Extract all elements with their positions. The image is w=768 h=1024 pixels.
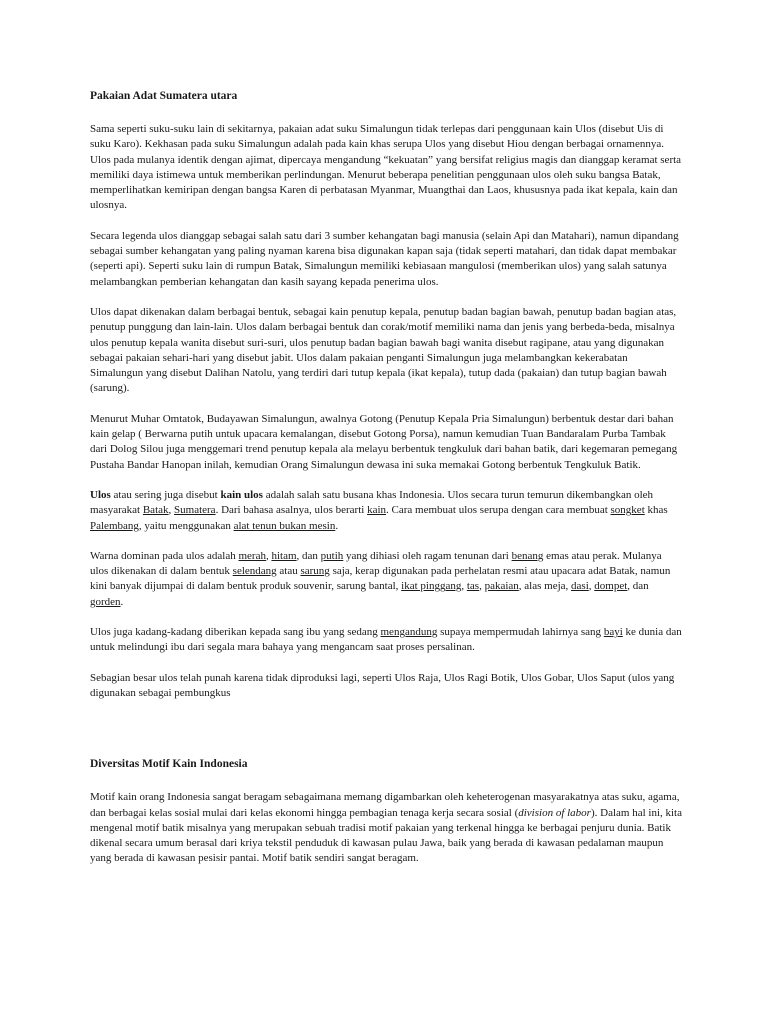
section-title-diversitas-motif: Diversitas Motif Kain Indonesia [90,758,248,771]
paragraph-7: Ulos juga kadang-kadang diberikan kepada sang ibu yang sedang mengandung supaya mempermudah lahirnya sang bayi ke dunia dan untuk melindungi ibu dari segala mara bahaya yang mengancam saat proses persalinan. [90,626,682,654]
link-sarung[interactable]: sarung [300,565,330,578]
link-palembang[interactable]: Palembang [90,519,139,532]
paragraph-4: Menurut Muhar Omtatok, Budayawan Simalungun, awalnya Gotong (Penutup Kepala Pria Simalungun) berbentuk destar dari bahan kain gelap ( Berwarna putih untuk upacara kemalangan, disebut Gotong Porsa), namun kemudian Tuan Bandaralam Purba Tambak dari Dolog Silou juga menggemari trend penutup kepala ala melayu berbentuk tengkuluk dari bahan batik, dari kegemaran pemegang Pustaha Bandar Hanopan inilah, kemudian Orang Simalungun dewasa ini suka memakai Gotong berbentuk Tengkuluk Batik. [90,412,678,471]
term-division-of-labor: division of labor [518,806,591,819]
document-page [90,88,682,882]
paragraph-8: Sebagian besar ulos telah punah karena tidak diproduksi lagi, seperti Ulos Raja, Ulos Ragi Botik, Ulos Gobar, Ulos Saput (ulos yang digunakan sebagai pembungkus [90,671,675,699]
section-title-pakaian-adat: Pakaian Adat Sumatera utara [90,90,238,102]
link-ikat-pinggang[interactable]: ikat pinggang [401,580,462,593]
link-dasi[interactable]: dasi [571,580,589,593]
link-alat-tenun[interactable]: alat tenun bukan mesin [233,519,336,532]
paragraph-1: Sama seperti suku-suku lain di sekitarnya, pakaian adat suku Simalungun tidak terlepas dari penggunaan kain Ulos (disebut Uis di suku Karo). Kekhasan pada suku Simalungun adalah pada kain khas serupa Ulos yang disebut Hiou dengan berbagai ornamennya. Ulos pada mulanya identik dengan ajimat, dipercaya mengandung “kekuatan” yang bersifat religius magis dan dianggap keramat serta memiliki daya istimewa untuk memberikan perlindungan. Menurut beberapa penelitian penggunaan ulos oleh suku bangsa Batak, memperlihatkan kemiripan dengan bangsa Karen di perbatasan Myanmar, Muangthai dan Laos, khususnya pada ikat kepala, kain dan ulosnya. [90,123,682,212]
paragraph-motif: Motif kain orang Indonesia sangat beragam sebagaimana memang digambarkan oleh keheterogenan masyarakatnya atas suku, agama, dan berbagai kelas sosial mulai dari kelas ekonomi hingga pembagian tenaga kerja secara sosial (division of labor). Dalam hal ini, kita mengenal motif batik misalnya yang merupakan sebuah tradisi motif pakaian yang terkenal hingga ke berbagai penjuru dunia. Batik dikenal secara umum berasal dari kriya tekstil penduduk di kawasan pulau Jawa, baik yang berada di kawasan pedalaman maupun yang berada di kawasan pesisir pantai. Motif batik sendiri sangat beragam. [90,791,682,865]
paragraph-6: Warna dominan pada ulos adalah merah, hitam, dan putih yang dihiasi oleh ragam tenunan dari benang emas atau perak. Mulanya ulos dikenakan di dalam bentuk selendang atau sarung saja, kerap digunakan pada perhelatan resmi atau upacara adat Batak, namun kini banyak dijumpai di dalam bentuk produk souvenir, sarung bantal, ikat pinggang, tas, pakaian, alas meja, dasi, dompet, dan gorden. [90,549,671,608]
term-ulos: Ulos [90,488,111,501]
section-gap [90,716,682,756]
link-sumatera[interactable]: Sumatera [174,504,216,517]
link-batak[interactable]: Batak [142,504,169,517]
paragraph-5: Ulos atau sering juga disebut kain ulos adalah salah satu busana khas Indonesia. Ulos secara turun temurun dikembangkan oleh masyarakat Batak, Sumatera. Dari bahasa asalnya, ulos berarti kain. Cara membuat ulos serupa dengan cara membuat songket khas Palembang, yaitu menggunakan alat tenun bukan mesin. [90,488,668,532]
link-songket[interactable]: songket [610,504,645,517]
link-merah[interactable]: merah [238,549,266,562]
link-selendang[interactable]: selendang [232,565,277,578]
link-benang[interactable]: benang [511,549,544,562]
link-bayi[interactable]: bayi [603,626,623,639]
link-putih[interactable]: putih [320,549,344,562]
link-mengandung[interactable]: mengandung [380,626,438,639]
paragraph-2: Secara legenda ulos dianggap sebagai salah satu dari 3 sumber kehangatan bagi manusia (selain Api dan Matahari), namun dipandang sebagai sumber kehangatan yang paling nyaman karena bisa digunakan kapan saja (tidak seperti matahari, dan tidak dapat membakar (seperti api). Seperti suku lain di rumpun Batak, Simalungun memiliki kebiasaan mangulosi (memberikan ulos) yang salah satunya melambangkan pemberian kehangatan dan kasih sayang kepada penerima ulos. [90,229,679,288]
term-kain-ulos: kain ulos [220,488,263,501]
link-dompet[interactable]: dompet [594,580,628,593]
link-tas[interactable]: tas [466,580,480,593]
paragraph-3: Ulos dapat dikenakan dalam berbagai bentuk, sebagai kain penutup kepala, penutup badan bagian bawah, penutup badan bagian atas, penutup punggung dan lain-lain. Ulos dalam berbagai bentuk dan corak/motif memiliki nama dan jenis yang berbeda-beda, misalnya ulos penutup kepala wanita disebut suri-suri, ulos penutup badan bagian bawah bagi wanita disebut ragipane, atau yang digunakan sebagai pakaian sehari-hari yang disebut jabit. Ulos dalam pakaian penganti Simalungun juga melambangkan kekerabatan Simalungun yang disebut Dalihan Natolu, yang terdiri dari tutup kepala (ikat kepala), tutup dada (pakaian) dan tutup bagian bawah (sarung). [90,305,677,395]
link-kain[interactable]: kain [367,504,387,517]
link-hitam[interactable]: hitam [271,549,297,562]
link-pakaian[interactable]: pakaian [484,580,519,593]
link-gorden[interactable]: gorden [90,595,121,608]
